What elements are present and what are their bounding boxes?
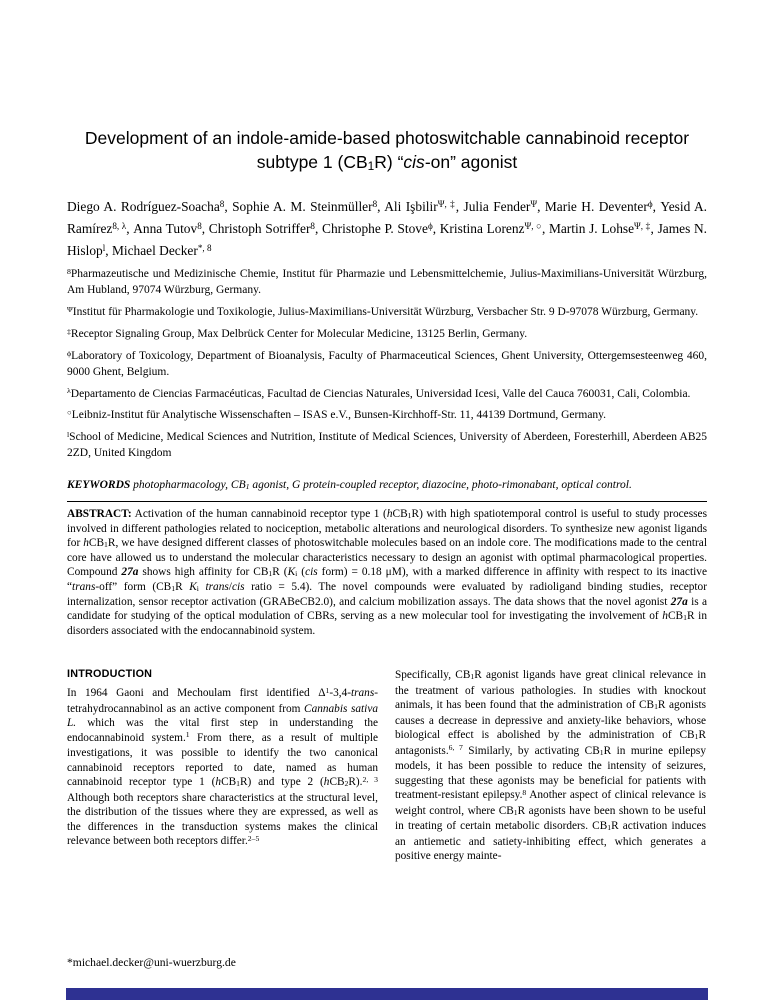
paper-title: Development of an indole-amide-based photoswitchable cannabinoid receptor subtype 1 (CB1R) “cis-on” agonist [84, 128, 690, 174]
affiliation-icesi: $^\lambda$Departamento de Ciencias Farmacéuticas, Facultad de Ciencias Naturales, Universidad Icesi, Valle del Cauca 760031, Cali, Colombia. [67, 386, 691, 400]
affiliation-wuerzburg-pharmacology: $^\Psi$Institut für Pharmakologie und Toxikologie, Julius-Maximilians-Universität Würzburg, Versbacher Str. 9 D-97078 Würzburg, Germany. [67, 304, 699, 319]
left-column [67, 668, 378, 864]
keywords-line: KEYWORDS photopharmacology, CB1 agonist, G protein-coupled receptor, diazocine, photo-rimonabant, optical control. [67, 478, 632, 492]
affiliation-mdc-berlin: ‡Receptor Signaling Group, Max Delbrück Center for Molecular Medicine, 13125 Berlin, Germany. [67, 326, 528, 340]
body-paragraph: Specifically, CB1R agonist ligands have great clinical relevance in the treatment of various pathologies. In studies with knockout animals, it has been found that the administration of CB1R agonists causes a decrease in depressive and anxiety-like behaviors, whose biological effect is abolished by the administration of CB1R antagonists.$^{6, 7}$ Similarly, by activating CB1R in murine epilepsy models, it has been possible to reduce the intensity of seizures, suggesting that these agonists may be beneficial for patients with treatment-resistant epilepsy.$^8$ Another aspect of clinical relevance is weight control, where CB1R agonists have been shown to be useful in treating of certain metabolic disorders. CB1R activation induces an antiemetic and satiety-inhibiting effect, which generates a positive energy mainte- [395, 669, 706, 863]
divider-line [67, 501, 707, 502]
right-column [395, 668, 706, 864]
affiliation-wuerzburg-chemistry: $^8$Pharmazeutische und Medizinische Chemie, Institut für Pharmazie und Lebensmittelchemie, Julius-Maximilians-Universität Würzburg, Am Hubland, 97074 Würzburg, Germany. [67, 267, 707, 297]
author-list: Diego A. Rodríguez-Soacha$^8$, Sophie A. M. Steinmüller$^8$, Ali Işbilir$^{\Psi, \ddagger}$, Julia Fender$^\Psi$, Marie H. Deventer$^\phi$, Yesid A. Ramírez$^{8, \lambda}$, Anna Tutov$^8$, Christoph Sotriffer$^8$, Christophe P. Stove$^\phi$, Kristina Lorenz$^{\Psi, ○}$, Martin J. Lohse$^{\Psi, \ddagger}$, James N. Hislop$^l$, Michael Decker$^{*, 8}$ [67, 199, 707, 258]
section-heading-introduction: INTRODUCTION [67, 668, 153, 681]
introduction-paragraph: In 1964 Gaoni and Mechoulam first identified $\Delta^1-3,4-trans$-tetrahydrocannabinol as an active component from Cannabis sativa L. which was the vital first step in understanding the endocannabinoid system.$^1$ From there, as a result of multiple investigations, it was possible to identify the two canonical cannabinoid receptors reported to date, named as human cannabinoid receptor type 1 (hCB1R) and type 2 (hCB2R).$^{2, 3}$ Although both receptors share characteristics at the structural level, the distribution of the tissues where they are expressed, as well as the differences in the transduction systems makes the clinical relevance between both receptors differ.$^{2-5}$ [67, 685, 378, 848]
affiliations-block [67, 267, 707, 462]
body-columns [67, 668, 707, 864]
corresponding-author-email: *michael.decker@uni-wuerzburg.de [67, 956, 236, 969]
affiliation-ghent: $^\phi$Laboratory of Toxicology, Department of Bioanalysis, Faculty of Pharmaceutical Sciences, Ghent University, Ottergemsesteenweg 460, 9000 Ghent, Belgium. [67, 348, 707, 378]
bottom-figure-bar [66, 988, 708, 1000]
affiliation-aberdeen: $^l$School of Medicine, Medical Sciences and Nutrition, Institute of Medical Sciences, University of Aberdeen, Foresterhill, Aberdeen AB25 2ZD, United Kingdom [67, 429, 707, 460]
abstract-paragraph: ABSTRACT: Activation of the human cannabinoid receptor type 1 (hCB1R) with high spatiotemporal control is useful to study processes involved in different pathologies related to nociception, metabolic alterations and neurological disorders. To synthesize new agonist ligands for hCB1R, we have designed different classes of photoswitchable molecules based on an indole core. The modifications made to the central core have allowed us to understand the molecular characteristics necessary to design an agonist with optimal pharmacological properties. Compound 27a shows high affinity for CB1R (Ki (cis form) = 0.18 μM), with a marked difference in affinity with respect to its inactive “trans-off” form (CB1R Ki trans/cis ratio = 5.4). The novel compounds were evaluated by radioligand binding studies, receptor internalization, sensor receptor activation (GRABeCB2.0), and calcium mobilization assays. The data shows that the novel agonist 27a is a candidate for studying of the optical modulation of CBRs, serving as a new molecular tool for investigating the involvement of hCB1R in disorders associated with the endocannabinoid system. [67, 508, 708, 638]
affiliation-isas-dortmund: ○Leibniz-Institut für Analytische Wissenschaften – ISAS e.V., Bunsen-Kirchhoff-Str. 11, 44139 Dortmund, Germany. [67, 408, 607, 422]
